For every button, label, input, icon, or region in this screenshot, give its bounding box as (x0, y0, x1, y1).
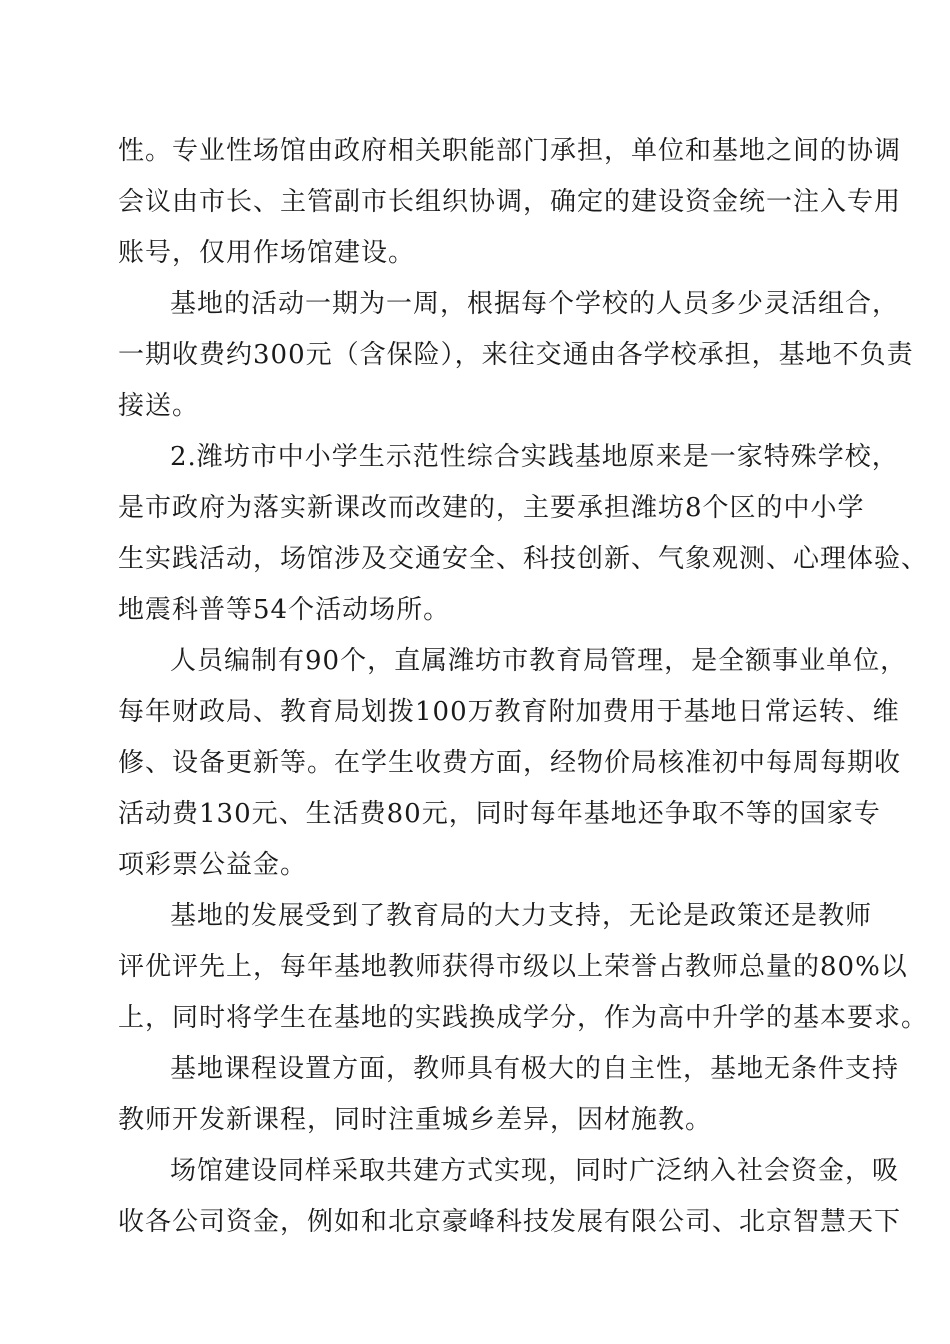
paragraph-line: 是市政府为落实新课改而改建的，主要承担潍坊8个区的中小学 (118, 493, 865, 523)
paragraph-line: 性。专业性场馆由政府相关职能部门承担，单位和基地之间的协调 (118, 136, 902, 166)
paragraph-line: 基地课程设置方面，教师具有极大的自主性，基地无条件支持 (170, 1054, 900, 1084)
paragraph-line: 修、设备更新等。在学生收费方面，经物价局核准初中每周每期收 (118, 748, 902, 778)
paragraph-line: 地震科普等54个活动场所。 (118, 595, 451, 625)
paragraph-line: 2.潍坊市中小学生示范性综合实践基地原来是一家特殊学校， (170, 442, 899, 472)
paragraph-line: 基地的活动一期为一周，根据每个学校的人员多少灵活组合， (170, 289, 900, 319)
paragraph-6 (118, 1044, 900, 1146)
paragraph-line: 上，同时将学生在基地的实践换成学分，作为高中升学的基本要求。 (118, 1003, 929, 1033)
paragraph-2 (118, 279, 914, 432)
paragraph-line: 一期收费约300元（含保险），来往交通由各学校承担，基地不负责 (118, 340, 914, 370)
paragraph-7 (118, 1146, 902, 1248)
paragraph-line: 每年财政局、教育局划拨100万教育附加费用于基地日常运转、维 (118, 697, 900, 727)
paragraph-line: 基地的发展受到了教育局的大力支持，无论是政策还是教师 (170, 901, 873, 931)
paragraph-line: 人员编制有90个，直属潍坊市教育局管理，是全额事业单位， (170, 646, 908, 676)
document-body (118, 126, 929, 1248)
paragraph-line: 接送。 (118, 391, 200, 421)
paragraph-1 (118, 126, 902, 279)
paragraph-line: 活动费130元、生活费80元，同时每年基地还争取不等的国家专 (118, 799, 881, 829)
paragraph-line: 评优评先上，每年基地教师获得市级以上荣誉占教师总量的80%以 (118, 952, 908, 982)
paragraph-5 (118, 891, 929, 1044)
paragraph-line: 项彩票公益金。 (118, 850, 308, 880)
paragraph-line: 收各公司资金，例如和北京豪峰科技发展有限公司、北京智慧天下 (118, 1207, 902, 1237)
paragraph-line: 会议由市长、主管副市长组织协调，确定的建设资金统一注入专用 (118, 187, 902, 217)
paragraph-line: 教师开发新课程，同时注重城乡差异，因材施教。 (118, 1105, 713, 1135)
paragraph-4 (118, 636, 908, 891)
paragraph-3 (118, 432, 929, 636)
paragraph-line: 账号，仅用作场馆建设。 (118, 238, 416, 268)
paragraph-line: 场馆建设同样采取共建方式实现，同时广泛纳入社会资金，吸 (170, 1156, 900, 1186)
paragraph-line: 生实践活动，场馆涉及交通安全、科技创新、气象观测、心理体验、 (118, 544, 929, 574)
